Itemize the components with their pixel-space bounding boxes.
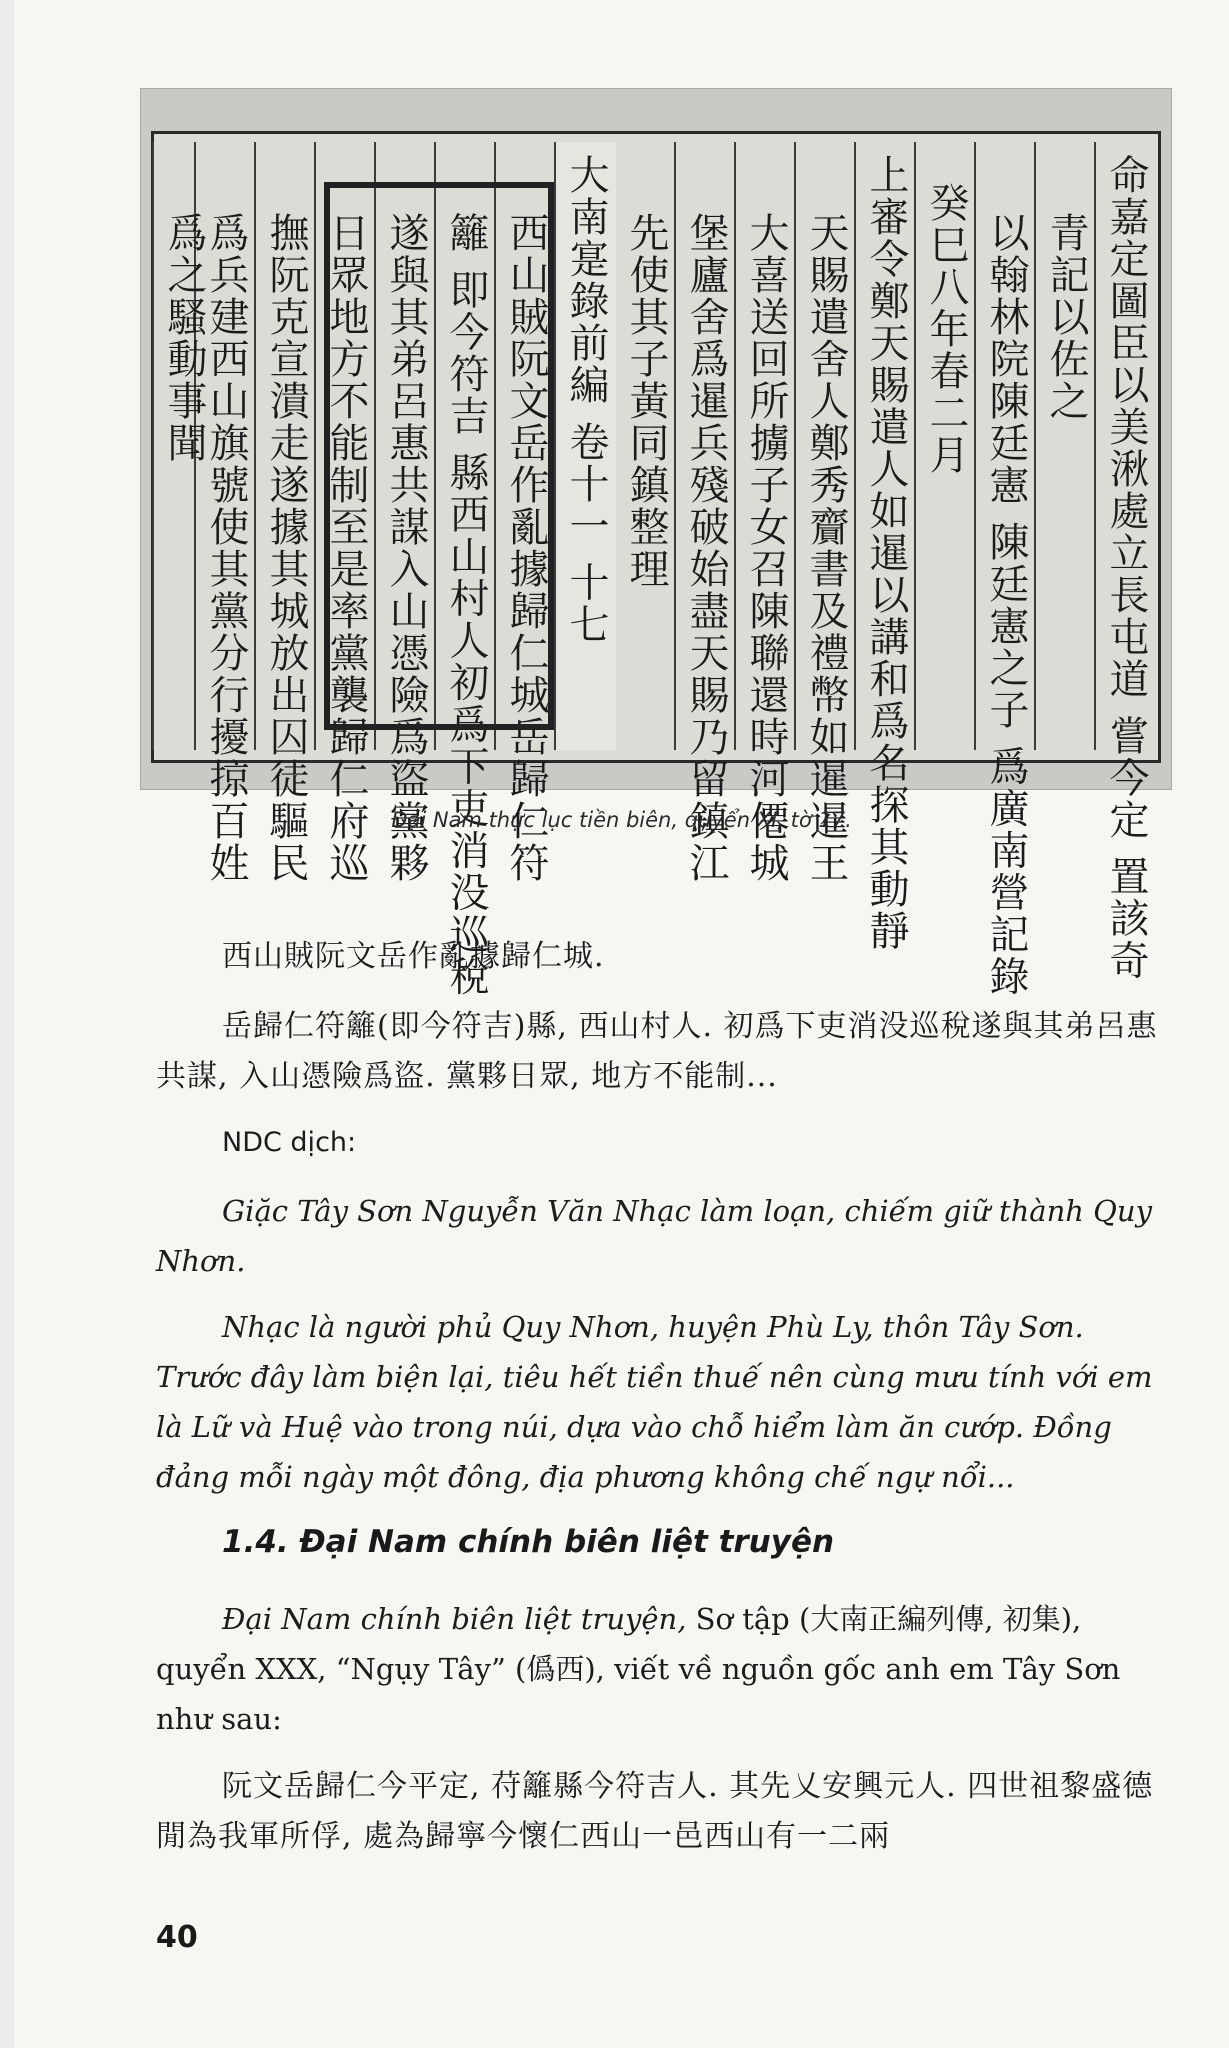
manuscript-column: 以翰林院陳廷憲 陳廷憲之子 爲廣南營記錄 — [974, 142, 1036, 750]
manuscript-column: 遂與其弟呂惠共謀入山憑險爲盜黨夥 — [374, 142, 436, 750]
manuscript-center-column: 大南寔錄前編 卷十一 十七 — [554, 142, 616, 750]
manuscript-column: 爲兵建西山旗號使其黨分行擾掠百姓 — [194, 142, 256, 750]
section-heading: 1.4. Đại Nam chính biên liệt truyện — [222, 1524, 835, 1560]
translation-2: Nhạc là người phủ Quy Nhơn, huyện Phù Ly, thôn Tây Sơn. Trước đây làm biện lại, tiêu hết tiền thuế nên cùng mưu tính với em là Lữ và Huệ vào trong núi, dựa vào chỗ hiểm làm ăn cướp. Đồng đảng mỗi ngày một đông, địa phương không chế ngự nổi... — [156, 1310, 1153, 1494]
page-number: 40 — [156, 1920, 198, 1955]
han-text-1: 西山賊阮文岳作亂據歸仁城. — [222, 939, 605, 974]
han-text-2: 岳歸仁符籬(即今符吉)縣, 西山村人. 初爲下吏消没巡稅遂與其弟呂惠共謀, 入山憑險爲盜. 黨夥日眾, 地方不能制... — [156, 1009, 1158, 1094]
manuscript-column: 天賜遣舍人鄭秀齎書及禮幣如暹暹王 — [794, 142, 856, 750]
han-text-3: 阮文岳歸仁今平定, 苻籬縣今符吉人. 其先乂安興元人. 四世祖黎盛德閒為我軍所俘, 處為歸寧今懷仁西山一邑西山有一二兩 — [156, 1769, 1154, 1854]
manuscript-column: 命嘉定圖臣以美湫處立長屯道 嘗今定 置該奇 — [1094, 142, 1156, 750]
manuscript-column: 癸巳八年春二月 — [914, 142, 976, 750]
translation-1: Giặc Tây Sơn Nguyễn Văn Nhạc làm loạn, chiếm giữ thành Quy Nhơn. — [156, 1194, 1152, 1278]
manuscript-column: 先使其子黃同鎮整理 — [614, 142, 676, 750]
manuscript-column: 日眾地方不能制至是率黨襲歸仁府巡 — [314, 142, 376, 750]
manuscript-column: 西山賊阮文岳作亂據歸仁城岳歸仁符 — [494, 142, 556, 750]
intro-paragraph: Đại Nam chính biên liệt truyện, Sơ tập (大南正編列傳, 初集), quyển XXX, “Ngụy Tây” (僞西), viết về nguồn gốc anh em Tây Sơn như sau: — [156, 1602, 1121, 1736]
manuscript-column: 青記以佐之 — [1034, 142, 1096, 750]
manuscript-column: 上審令鄭天賜遣人如暹以講和爲名探其動靜 — [854, 142, 916, 750]
manuscript-column: 籬 即今符吉 縣西山村人初爲下吏消没巡稅 — [434, 142, 496, 750]
figure-caption: Đại Nam thực lục tiền biên, quyển XI, tờ 17. — [391, 808, 852, 832]
manuscript-column: 大喜送回所擄子女召陳聯還時河僊城 — [734, 142, 796, 750]
translation-label: NDC dịch: — [222, 1127, 357, 1158]
manuscript-column: 爲之騷動事聞 — [152, 142, 196, 750]
manuscript-column: 撫阮克宣潰走遂據其城放出囚徒驅民 — [254, 142, 316, 750]
book-page — [14, 0, 1229, 2048]
manuscript-column: 堡廬舍爲暹兵殘破始盡天賜乃留鎮江 — [674, 142, 736, 750]
highlight-box — [324, 182, 554, 730]
